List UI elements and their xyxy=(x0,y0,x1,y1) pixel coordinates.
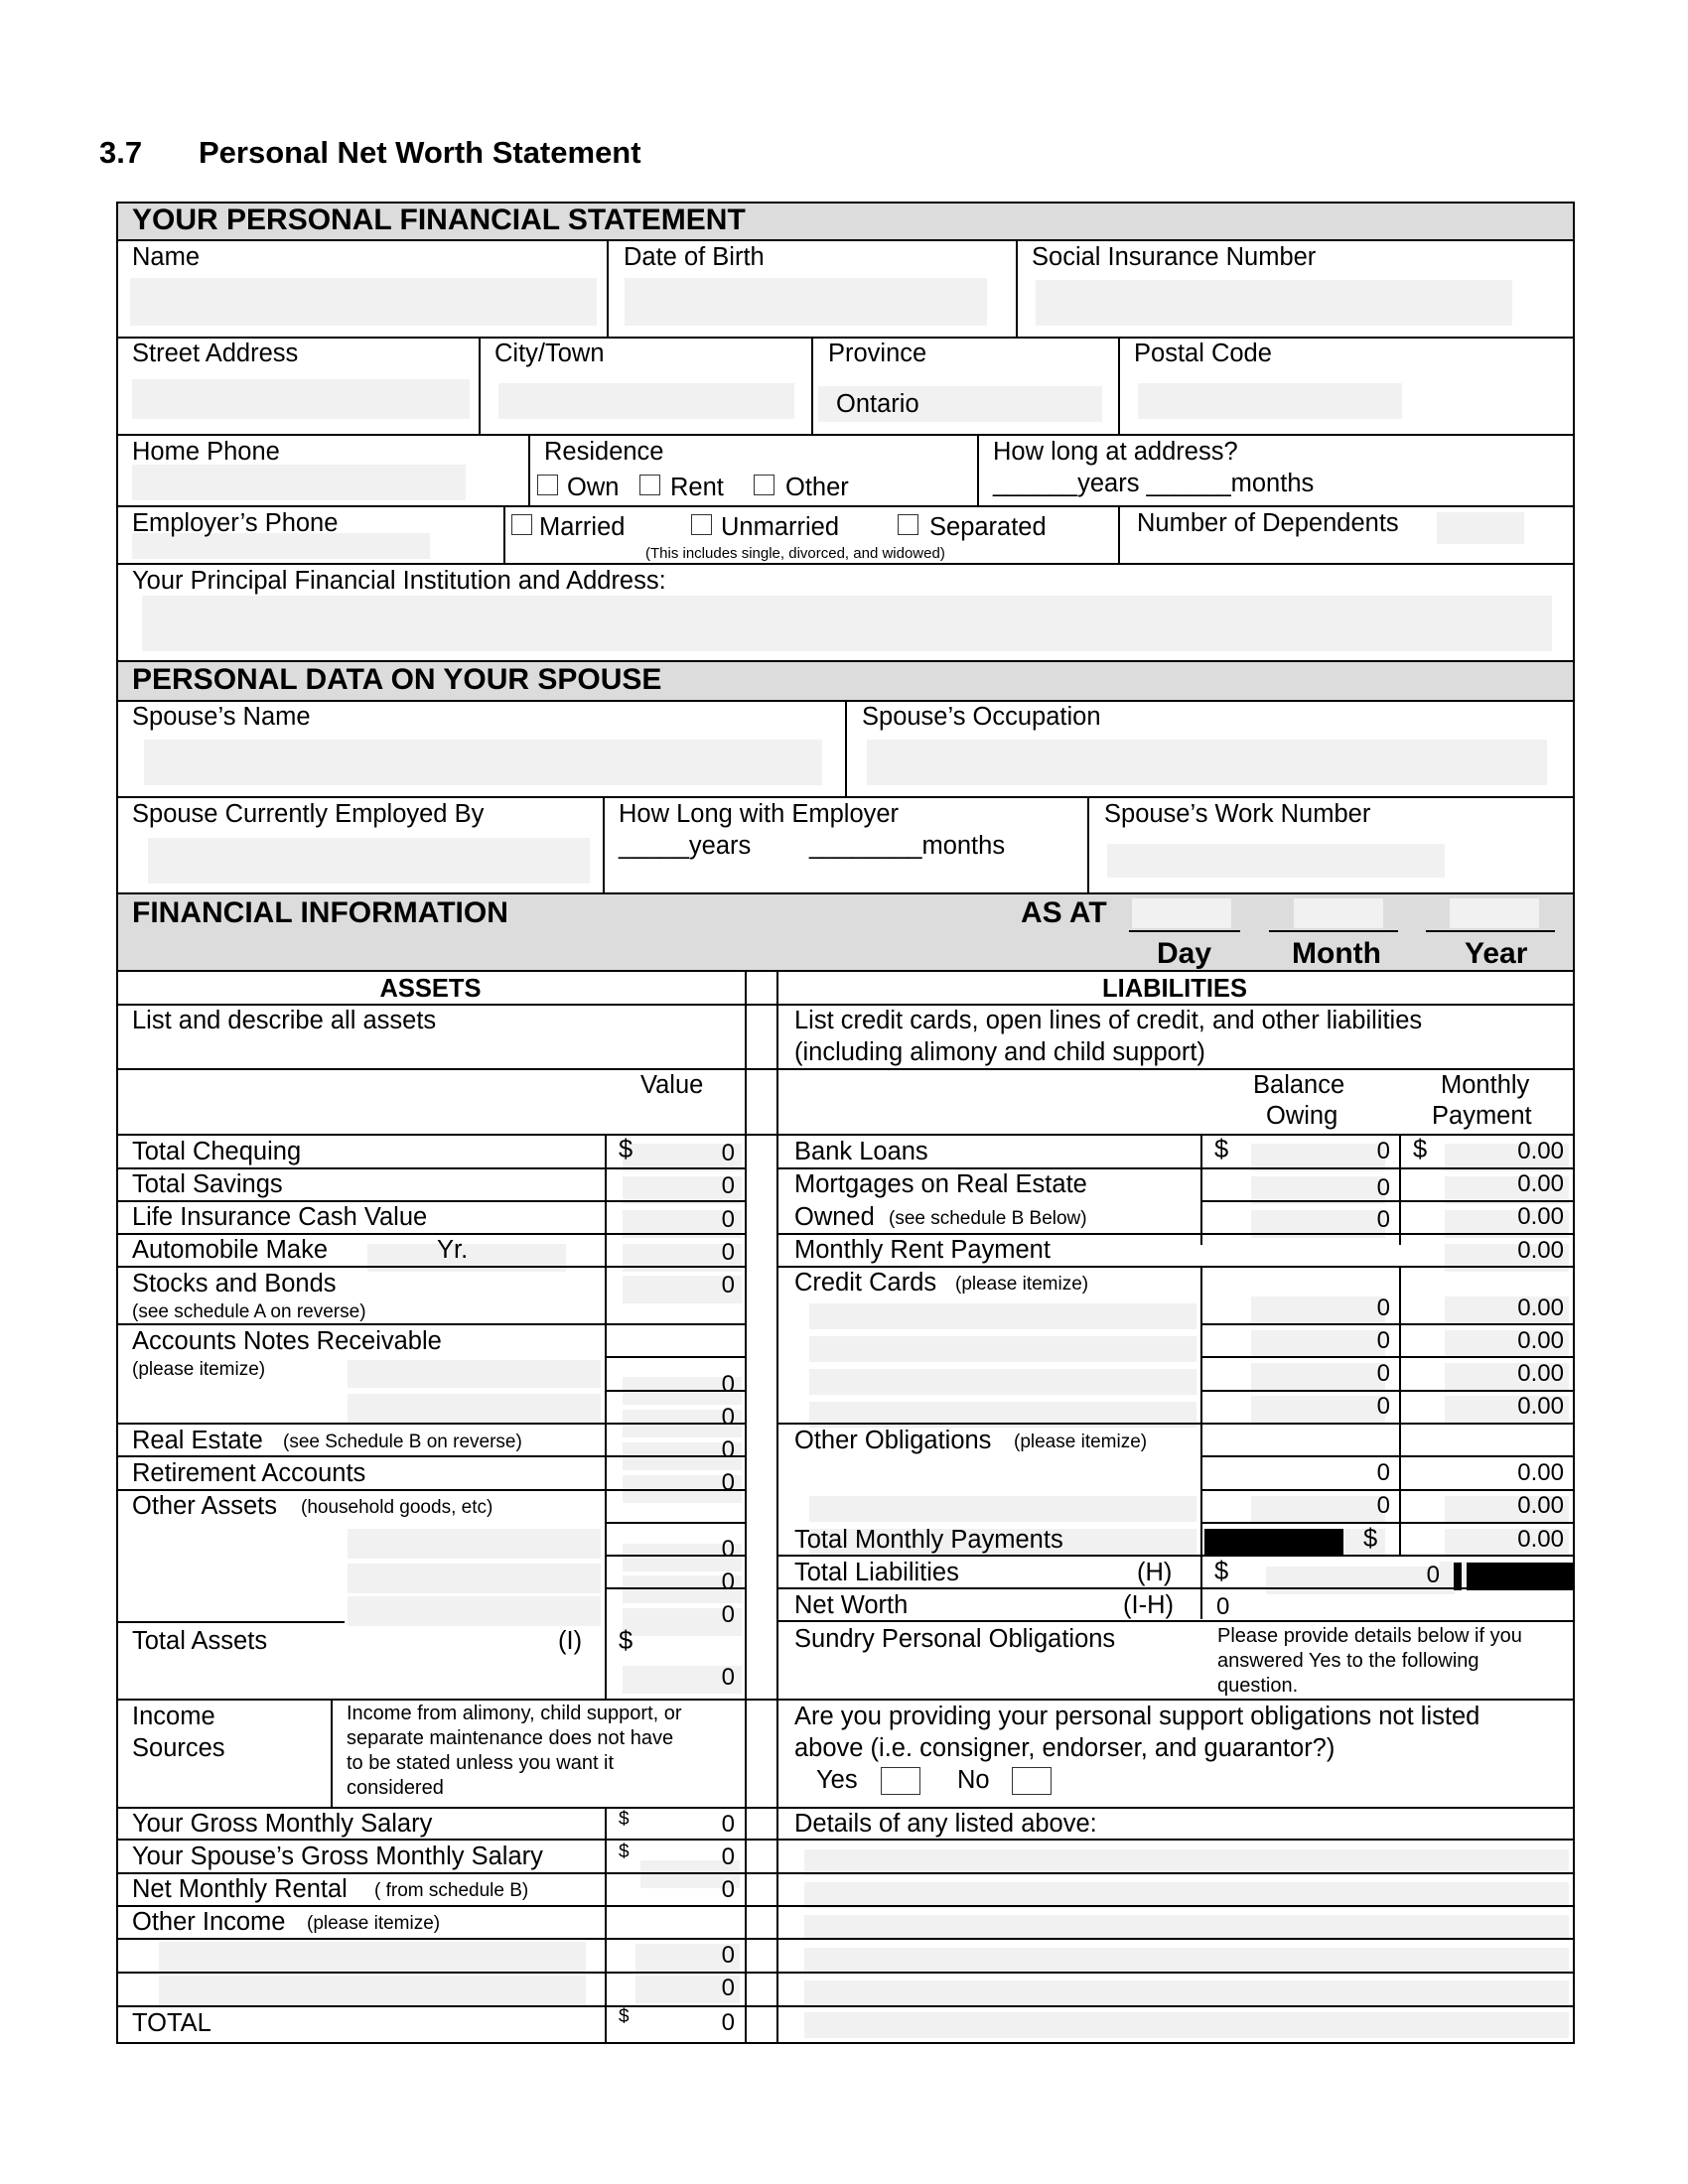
separated-checkbox[interactable] xyxy=(898,514,918,535)
years-months-line: ______years ______months xyxy=(993,470,1315,497)
liab-bank-payment[interactable]: 0.00 xyxy=(1517,1138,1564,1164)
spouse-name-input[interactable] xyxy=(144,740,822,785)
spouse-gross-label: Your Spouse’s Gross Monthly Salary xyxy=(132,1843,543,1870)
asset-real-estate-label: Real Estate xyxy=(132,1427,263,1454)
institution-label: Your Principal Financial Institution and Address: xyxy=(132,567,666,595)
spouse-employed-by-label: Spouse Currently Employed By xyxy=(132,800,485,828)
spouse-employer-input[interactable] xyxy=(148,838,590,884)
asset-auto-yr-label: Yr. xyxy=(437,1236,469,1264)
asset-receivable-value-1[interactable]: 0 xyxy=(721,1371,735,1398)
income-total-label: TOTAL xyxy=(132,2009,211,2037)
liab-bank-pay-dollar: $ xyxy=(1413,1136,1428,1163)
asset-retirement-value[interactable]: 0 xyxy=(721,1469,735,1496)
other-income-label: Other Income xyxy=(132,1908,286,1936)
liab-oo-balance-2[interactable]: 0 xyxy=(1376,1492,1390,1519)
asset-receivable-value-2[interactable]: 0 xyxy=(721,1404,735,1431)
income-note-2: separate maintenance does not have xyxy=(347,1727,674,1749)
asset-chequing-value[interactable]: 0 xyxy=(721,1140,735,1166)
asset-other-note: (household goods, etc) xyxy=(301,1497,493,1518)
income-label-2: Sources xyxy=(132,1734,225,1762)
employer-phone-label: Employer’s Phone xyxy=(132,509,339,537)
sin-input[interactable] xyxy=(1036,280,1512,326)
gross-salary-value[interactable]: 0 xyxy=(721,1811,735,1838)
spouse-occupation-input[interactable] xyxy=(867,740,1547,785)
asset-stocks-value[interactable]: 0 xyxy=(721,1272,735,1298)
home-phone-label: Home Phone xyxy=(132,438,280,466)
liab-bank-dollar: $ xyxy=(1214,1136,1229,1163)
gross-salary-label: Your Gross Monthly Salary xyxy=(132,1810,433,1838)
city-input[interactable] xyxy=(498,383,794,419)
city-label: City/Town xyxy=(494,340,605,367)
liab-cc-payment-2[interactable]: 0.00 xyxy=(1517,1327,1564,1354)
name-input[interactable] xyxy=(130,278,597,326)
asset-retirement-label: Retirement Accounts xyxy=(132,1459,366,1487)
liab-mortgages-balance[interactable]: 0 xyxy=(1376,1174,1390,1201)
street-input[interactable] xyxy=(132,379,470,419)
liab-other-obligations-note: (please itemize) xyxy=(1014,1432,1148,1452)
dependents-label: Number of Dependents xyxy=(1137,509,1399,537)
other-income-value-2[interactable]: 0 xyxy=(721,1975,735,2001)
postal-input[interactable] xyxy=(1138,383,1402,419)
liab-owned-label: Owned xyxy=(794,1203,875,1231)
value-col-header: Value xyxy=(640,1071,704,1099)
liab-credit-cards-label: Credit Cards xyxy=(794,1269,937,1297)
details-label: Details of any listed above: xyxy=(794,1810,1097,1838)
own-checkbox[interactable] xyxy=(537,475,558,495)
spouse-name-label: Spouse’s Name xyxy=(132,703,311,731)
assets-describe: List and describe all assets xyxy=(132,1007,437,1034)
name-label: Name xyxy=(132,243,201,271)
asset-auto-value[interactable]: 0 xyxy=(721,1239,735,1266)
liab-cc-balance-1[interactable]: 0 xyxy=(1376,1295,1390,1321)
financial-banner: FINANCIAL INFORMATION xyxy=(132,896,508,929)
liabilities-header: LIABILITIES xyxy=(1102,975,1247,1003)
rental-label: Net Monthly Rental xyxy=(132,1875,348,1903)
sundry-note-1: Please provide details below if you xyxy=(1217,1625,1522,1647)
liab-oo-payment-1[interactable]: 0.00 xyxy=(1517,1459,1564,1486)
total-liabilities-label: Total Liabilities xyxy=(794,1559,959,1586)
liab-oo-payment-2[interactable]: 0.00 xyxy=(1517,1492,1564,1519)
liab-cc-balance-4[interactable]: 0 xyxy=(1376,1393,1390,1420)
page-title: Personal Net Worth Statement xyxy=(199,135,641,170)
asset-auto-label: Automobile Make xyxy=(132,1236,329,1264)
asset-real-estate-note: (see Schedule B on reverse) xyxy=(283,1432,522,1452)
province-label: Province xyxy=(828,340,927,367)
as-at-label: AS AT xyxy=(1021,896,1107,929)
balance-header-2: Owing xyxy=(1266,1102,1338,1130)
question-no-label: No xyxy=(957,1766,990,1794)
question-line-2: above (i.e. consigner, endorser, and guarantor?) xyxy=(794,1734,1336,1762)
sundry-note-2: answered Yes to the following xyxy=(1217,1650,1479,1672)
question-yes-checkbox[interactable] xyxy=(881,1767,920,1795)
spouse-work-number-input[interactable] xyxy=(1107,844,1445,878)
unmarried-checkbox[interactable] xyxy=(691,514,712,535)
sundry-label: Sundry Personal Obligations xyxy=(794,1625,1116,1653)
spouse-banner: PERSONAL DATA ON YOUR SPOUSE xyxy=(132,663,662,696)
liab-bank-label: Bank Loans xyxy=(794,1138,928,1165)
asset-receivable-note: (please itemize) xyxy=(132,1359,266,1380)
other-income-note: (please itemize) xyxy=(307,1913,441,1934)
own-label: Own xyxy=(567,474,620,501)
net-worth-tag: (I-H) xyxy=(1123,1591,1174,1619)
postal-label: Postal Code xyxy=(1134,340,1272,367)
rent-checkbox[interactable] xyxy=(639,475,660,495)
spouse-gross-value[interactable]: 0 xyxy=(721,1843,735,1870)
monthly-header-1: Monthly xyxy=(1441,1071,1530,1099)
other-label: Other xyxy=(785,474,849,501)
net-worth-label: Net Worth xyxy=(794,1591,909,1619)
sundry-note-3: question. xyxy=(1217,1675,1299,1697)
spouse-how-long-label: How Long with Employer xyxy=(619,800,900,828)
rental-value[interactable]: 0 xyxy=(721,1876,735,1903)
spouse-gross-dollar: $ xyxy=(619,1842,630,1862)
institution-input[interactable] xyxy=(142,596,1552,651)
total-liabilities-tag: (H) xyxy=(1137,1559,1173,1586)
sin-label: Social Insurance Number xyxy=(1032,243,1317,271)
statement-banner: YOUR PERSONAL FINANCIAL STATEMENT xyxy=(132,204,746,236)
liab-oo-balance-1[interactable]: 0 xyxy=(1376,1459,1390,1486)
dob-input[interactable] xyxy=(625,278,987,326)
other-checkbox[interactable] xyxy=(754,475,774,495)
residence-label: Residence xyxy=(544,438,664,466)
as-at-month-label: Month xyxy=(1292,937,1381,970)
as-at-day-input[interactable] xyxy=(1132,898,1231,928)
net-worth-value[interactable]: 0 xyxy=(1216,1593,1230,1620)
dependents-input[interactable] xyxy=(1437,512,1524,544)
asset-chequing-label: Total Chequing xyxy=(132,1138,302,1165)
as-at-year-label: Year xyxy=(1465,937,1528,970)
married-checkbox[interactable] xyxy=(511,514,532,535)
asset-life-value[interactable]: 0 xyxy=(721,1206,735,1233)
asset-savings-value[interactable]: 0 xyxy=(721,1172,735,1199)
asset-life-label: Life Insurance Cash Value xyxy=(132,1203,428,1231)
section-number: 3.7 xyxy=(99,135,143,170)
income-note-3: to be stated unless you want it xyxy=(347,1752,615,1774)
total-liabilities-value[interactable]: 0 xyxy=(1426,1562,1440,1588)
income-label-1: Income xyxy=(132,1703,215,1730)
total-assets-tag: (I) xyxy=(558,1627,583,1655)
liab-cc-payment-3[interactable]: 0.00 xyxy=(1517,1360,1564,1387)
total-monthly-label: Total Monthly Payments xyxy=(794,1526,1063,1554)
total-monthly-value[interactable]: 0.00 xyxy=(1517,1526,1564,1553)
liab-owned-balance[interactable]: 0 xyxy=(1376,1206,1390,1233)
married-label: Married xyxy=(539,513,626,541)
asset-other-value-3[interactable]: 0 xyxy=(721,1601,735,1628)
income-note-1: Income from alimony, child support, or xyxy=(347,1703,682,1724)
how-long-label: How long at address? xyxy=(993,438,1238,466)
street-label: Street Address xyxy=(132,340,299,367)
liab-rent-payment[interactable]: 0.00 xyxy=(1517,1237,1564,1264)
as-at-day-label: Day xyxy=(1157,937,1212,970)
asset-real-estate-value[interactable]: 0 xyxy=(721,1436,735,1463)
liab-cc-balance-3[interactable]: 0 xyxy=(1376,1360,1390,1387)
liab-mortgages-payment[interactable]: 0.00 xyxy=(1517,1170,1564,1197)
total-assets-value[interactable]: 0 xyxy=(721,1664,735,1691)
liab-cc-payment-4[interactable]: 0.00 xyxy=(1517,1393,1564,1420)
liab-credit-cards-note: (please itemize) xyxy=(955,1274,1089,1295)
liab-owned-payment[interactable]: 0.00 xyxy=(1517,1203,1564,1230)
asset-receivable-label: Accounts Notes Receivable xyxy=(132,1327,442,1355)
liab-cc-payment-1[interactable]: 0.00 xyxy=(1517,1295,1564,1321)
asset-other-value-1[interactable]: 0 xyxy=(721,1536,735,1563)
liab-rent-label: Monthly Rent Payment xyxy=(794,1236,1051,1264)
rent-label: Rent xyxy=(670,474,724,501)
other-income-value-1[interactable]: 0 xyxy=(721,1942,735,1969)
spouse-months-line: ________months xyxy=(809,832,1006,860)
unmarried-label: Unmarried xyxy=(721,513,840,541)
income-total-value[interactable]: 0 xyxy=(721,2009,735,2036)
liabilities-describe-2: (including alimony and child support) xyxy=(794,1038,1205,1066)
spouse-occupation-label: Spouse’s Occupation xyxy=(862,703,1101,731)
total-assets-dollar: $ xyxy=(619,1627,633,1655)
asset-savings-label: Total Savings xyxy=(132,1170,283,1198)
gross-salary-dollar: $ xyxy=(619,1809,630,1830)
income-note-4: considered xyxy=(347,1777,444,1799)
total-liabilities-dollar: $ xyxy=(1214,1558,1229,1585)
as-at-year-input[interactable] xyxy=(1450,898,1539,928)
home-phone-input[interactable] xyxy=(132,465,466,500)
province-value: Ontario xyxy=(836,390,919,418)
spouse-years-line: _____years xyxy=(619,832,752,860)
dob-label: Date of Birth xyxy=(624,243,765,271)
marital-note: (This includes single, divorced, and widowed) xyxy=(645,545,945,562)
question-line-1: Are you providing your personal support obligations not listed xyxy=(794,1703,1480,1730)
question-yes-label: Yes xyxy=(816,1766,858,1794)
assets-header: ASSETS xyxy=(379,975,482,1003)
liab-owned-note: (see schedule B Below) xyxy=(889,1208,1087,1229)
rental-note: ( from schedule B) xyxy=(374,1880,529,1901)
liab-cc-balance-2[interactable]: 0 xyxy=(1376,1327,1390,1354)
separated-label: Separated xyxy=(929,513,1047,541)
asset-stocks-label: Stocks and Bonds xyxy=(132,1270,337,1297)
asset-other-label: Other Assets xyxy=(132,1492,277,1520)
total-monthly-dollar: $ xyxy=(1363,1525,1378,1553)
asset-dollar-sign: $ xyxy=(619,1136,633,1163)
liabilities-describe-1: List credit cards, open lines of credit, and other liabilities xyxy=(794,1007,1423,1034)
liab-other-obligations-label: Other Obligations xyxy=(794,1427,992,1454)
balance-header-1: Balance xyxy=(1253,1071,1345,1099)
monthly-header-2: Payment xyxy=(1432,1102,1532,1130)
liab-mortgages-label: Mortgages on Real Estate xyxy=(794,1170,1087,1198)
question-no-checkbox[interactable] xyxy=(1012,1767,1052,1795)
liab-bank-balance[interactable]: 0 xyxy=(1376,1138,1390,1164)
asset-other-value-2[interactable]: 0 xyxy=(721,1569,735,1595)
total-assets-label: Total Assets xyxy=(132,1627,268,1655)
as-at-month-input[interactable] xyxy=(1294,898,1383,928)
income-total-dollar: $ xyxy=(619,2006,630,2027)
spouse-work-number-label: Spouse’s Work Number xyxy=(1104,800,1371,828)
asset-stocks-note: (see schedule A on reverse) xyxy=(132,1301,366,1322)
